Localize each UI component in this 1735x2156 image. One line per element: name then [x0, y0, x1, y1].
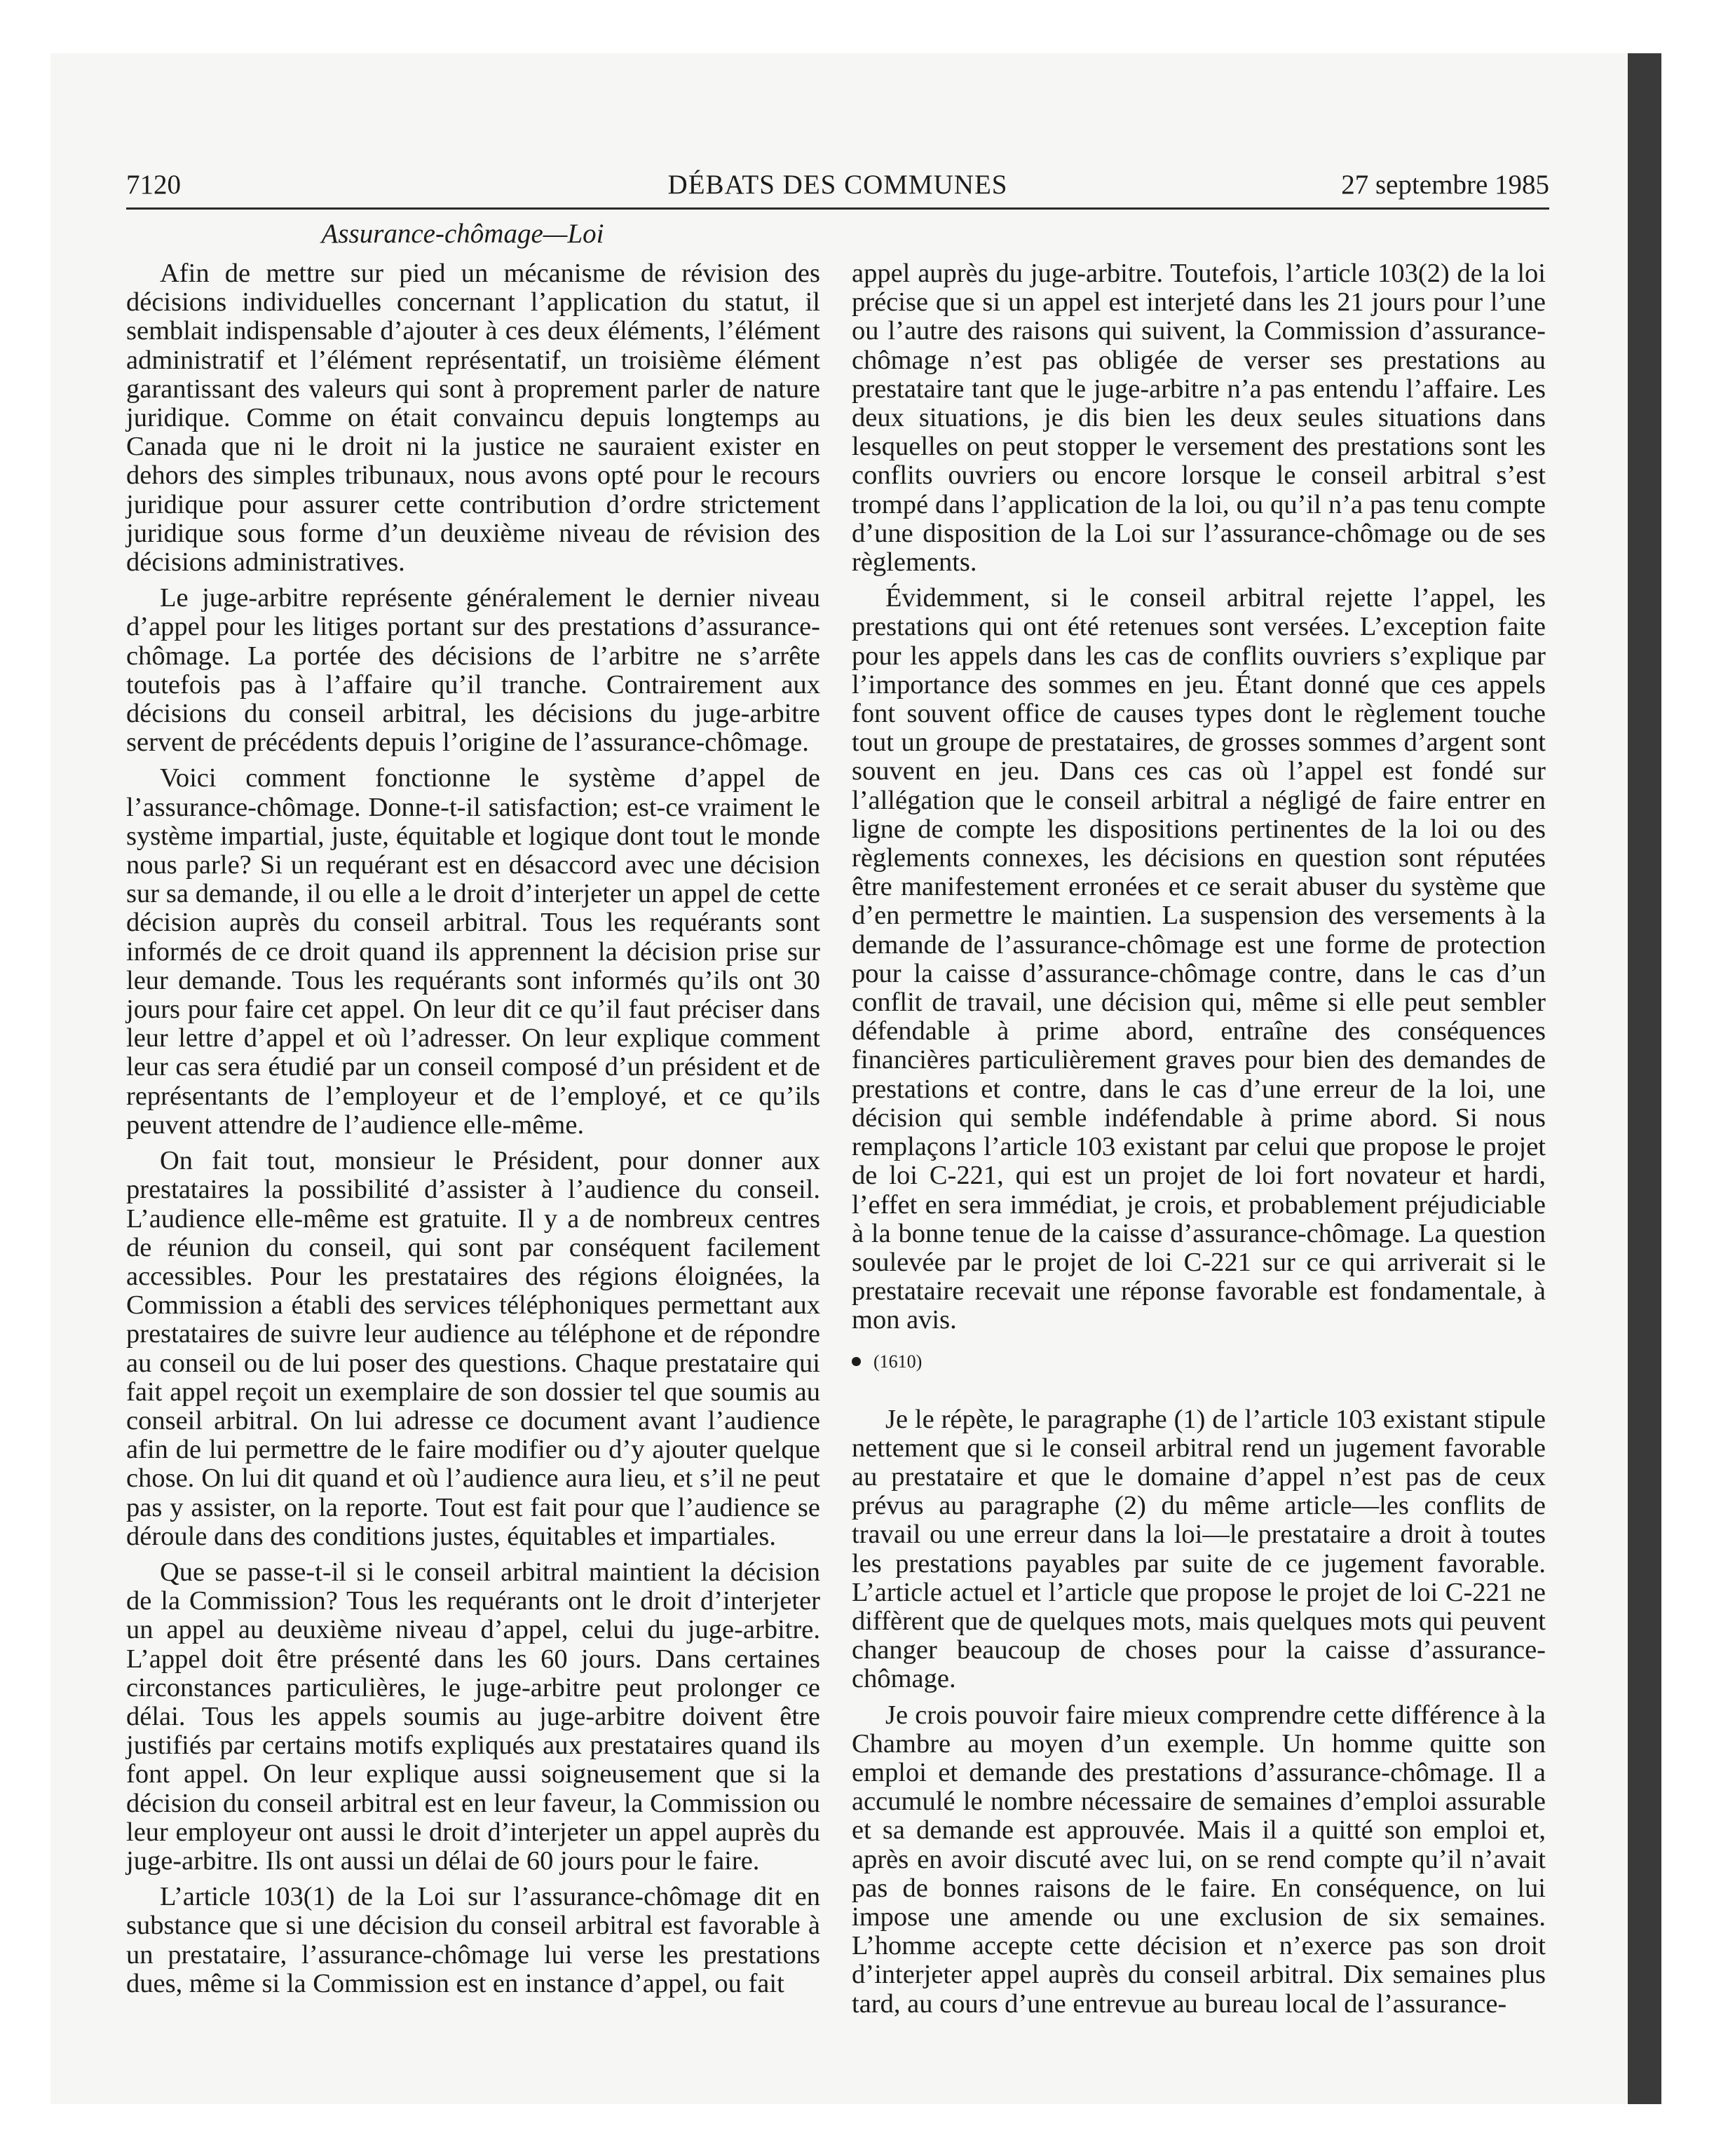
paragraph: Voici comment fonctionne le système d’appel de l’assurance-chômage. Donne-t-il satisfaction; est-ce vraiment le système impartial, juste, équitable et logique dont tout le monde nous parle? Si un requérant est en désaccord avec une décision sur sa demande, il ou elle a le droit d’interjeter un appel de cette décision auprès du conseil arbitral. Tous les requérants sont informés de ce droit quand ils apprennent la décision prise sur leur demande. Tous les requérants sont informés qu’ils ont 30 jours pour faire cet appel. On leur dit ce qu’il faut préciser dans leur lettre d’appel et où l’adresser. On leur explique comment leur cas sera étudié par un conseil composé d’un président et de représentants de l’employeur et de l’employé, et ce qu’ils peuvent attendre de l’audience elle-même.	[126, 763, 820, 1140]
time-marker-label: (1610)	[873, 1351, 923, 1372]
right-column	[852, 259, 1546, 2026]
left-column	[126, 259, 820, 2005]
paragraph: Je le répète, le paragraphe (1) de l’article 103 existant stipule nettement que si le conseil arbitral rend un jugement favorable au prestataire et que le domaine d’appel n’est pas de ceux prévus au paragraphe (2) du même article—les conflits de travail ou une erreur dans la loi—le prestataire a droit à toutes les prestations payables par suite de ce jugement favorable. L’article actuel et l’article que propose le projet de loi C-221 ne diffèrent que de quelques mots, mais quelques mots qui peuvent changer beaucoup de choses pour la caisse d’assurance-chômage.	[852, 1404, 1546, 1694]
paragraph: Afin de mettre sur pied un mécanisme de révision des décisions individuelles concernant l’application du statut, il semblait indispensable d’ajouter à ces deux éléments, l’élément administratif et l’élément représentatif, un troisième élément garantissant des valeurs qui sont à proprement parler de nature juridique. Comme on était convaincu depuis longtemps au Canada que ni le droit ni la justice ne sauraient exister en dehors des simples tribunaux, nous avons opté pour le recours juridique pour assurer cette contribution d’ordre strictement juridique sous forme d’un deuxième niveau de révision des décisions administratives.	[126, 259, 820, 578]
paragraph: Évidemment, si le conseil arbitral rejette l’appel, les prestations qui ont été retenues sont versées. L’exception faite pour les appels dans les cas de conflits ouvriers s’explique par l’importance des sommes en jeu. Étant donné que ces appels font souvent office de causes types dont le règlement touche tout un groupe de prestataires, de grosses sommes d’argent sont souvent en jeu. Dans ces cas où l’appel est fondé sur l’allégation que le conseil arbitral a négligé de faire entrer en ligne de compte les dispositions pertinentes de la loi ou des règlements connexes, les décisions en question sont réputées être manifestement erronées et ce serait abuser du système que d’en permettre le maintien. La suspension des versements à la demande de l’assurance-chômage est une forme de protection pour la caisse d’assurance-chômage contre, dans le cas d’un conflit de travail, une décision qui, même si elle peut sembler défendable à prime abord, entraîne des conséquences financières particulièrement graves pour bien des demandes de prestations et contre, dans le cas d’une erreur de la loi, une décision qui semble indéfendable à prime abord. Si nous remplaçons l’article 103 existant par celui que propose le projet de loi C-221, qui est un projet de loi fort novateur et hardi, l’effet en sera immédiat, je crois, et probablement préjudiciable à la bonne tenue de la caisse d’assurance-chômage. La question soulevée par le projet de loi C-221 sur ce qui arriverait si le prestataire recevait une réponse favorable est fondamentale, à mon avis.	[852, 583, 1546, 1335]
paragraph: Le juge-arbitre représente généralement le dernier niveau d’appel pour les litiges portant sur des prestations d’assurance-chômage. La portée des décisions de l’arbitre ne s’arrête toutefois pas à l’affaire qu’il tranche. Contrairement aux décisions du conseil arbitral, les décisions du juge-arbitre servent de précédents depuis l’origine de l’assurance-chômage.	[126, 583, 820, 758]
publication-title: DÉBATS DES COMMUNES	[667, 170, 1008, 200]
page-header	[126, 165, 1549, 210]
page-date: 27 septembre 1985	[1341, 170, 1549, 200]
time-marker	[852, 1348, 1546, 1376]
section-subtitle: Assurance-chômage—Loi	[321, 219, 604, 249]
paragraph: Que se passe-t-il si le conseil arbitral maintient la décision de la Commission? Tous les requérants ont le droit d’interjeter un appel au deuxième niveau d’appel, celui du juge-arbitre. L’appel doit être présenté dans les 60 jours. Dans certaines circonstances particulières, le juge-arbitre peut prolonger ce délai. Tous les appels soumis au juge-arbitre doivent être justifiés par certains motifs expliqués aux prestataires quand ils font appel. On leur explique aussi soigneusement que si la décision du conseil arbitral est en leur faveur, la Commission ou leur employeur ont aussi le droit d’interjeter un appel auprès du juge-arbitre. Ils ont aussi un délai de 60 jours pour le faire.	[126, 1557, 820, 1876]
paragraph: L’article 103(1) de la Loi sur l’assurance-chômage dit en substance que si une décision du conseil arbitral est favorable à un prestataire, l’assurance-chômage lui verse les prestations dues, même si la Commission est en instance d’appel, ou fait	[126, 1882, 820, 1998]
page-number: 7120	[126, 170, 181, 200]
paragraph: Je crois pouvoir faire mieux comprendre cette différence à la Chambre au moyen d’un exemple. Un homme quitte son emploi et demande des prestations d’assurance-chômage. Il a accumulé le nombre nécessaire de semaines d’emploi assurable et sa demande est approuvée. Mais il a quitté son emploi et, après en avoir discuté avec lui, on se rend compte qu’il n’avait pas de bonnes raisons de le faire. En conséquence, on lui impose une amende ou une exclusion de six semaines. L’homme accepte cette décision et n’exerce pas son droit d’interjeter appel auprès du conseil arbitral. Dix semaines plus tard, au cours d’une entrevue au bureau local de l’assurance-	[852, 1700, 1546, 2019]
paragraph: On fait tout, monsieur le Président, pour donner aux prestataires la possibilité d’assister à l’audience du conseil. L’audience elle-même est gratuite. Il y a de nombreux centres de réunion du conseil, qui sont par conséquent facilement accessibles. Pour les prestataires des régions éloignées, la Commission a établi des services téléphoniques permettant aux prestataires de suivre leur audience au téléphone et de répondre au conseil ou de lui poser des questions. Chaque prestataire qui fait appel reçoit un exemplaire de son dossier tel que soumis au conseil arbitral. On lui adresse ce document avant l’audience afin de lui permettre de le faire modifier ou d’y ajouter quelque chose. On lui dit quand et où l’audience aura lieu, et s’il ne peut pas y assister, on la reporte. Tout est fait pour que l’audience se déroule dans des conditions justes, équitables et impartiales.	[126, 1146, 820, 1551]
bullet-icon	[852, 1357, 861, 1366]
scan-edge-bar	[1628, 53, 1661, 2104]
paragraph: appel auprès du juge-arbitre. Toutefois, l’article 103(2) de la loi précise que si un appel est interjeté dans les 21 jours pour l’une ou l’autre des raisons qui suivent, la Commission d’assurance-chômage n’est pas obligée de verser ses prestations au prestataire tant que le juge-arbitre n’a pas entendu l’affaire. Les deux situations, je dis bien les deux seules situations dans lesquelles on peut stopper le versement des prestations sont les conflits ouvriers ou encore lorsque le conseil arbitral s’est trompé dans l’application de la loi, ou qu’il n’a pas tenu compte d’une disposition de la Loi sur l’assurance-chômage ou de ses règlements.	[852, 259, 1546, 578]
